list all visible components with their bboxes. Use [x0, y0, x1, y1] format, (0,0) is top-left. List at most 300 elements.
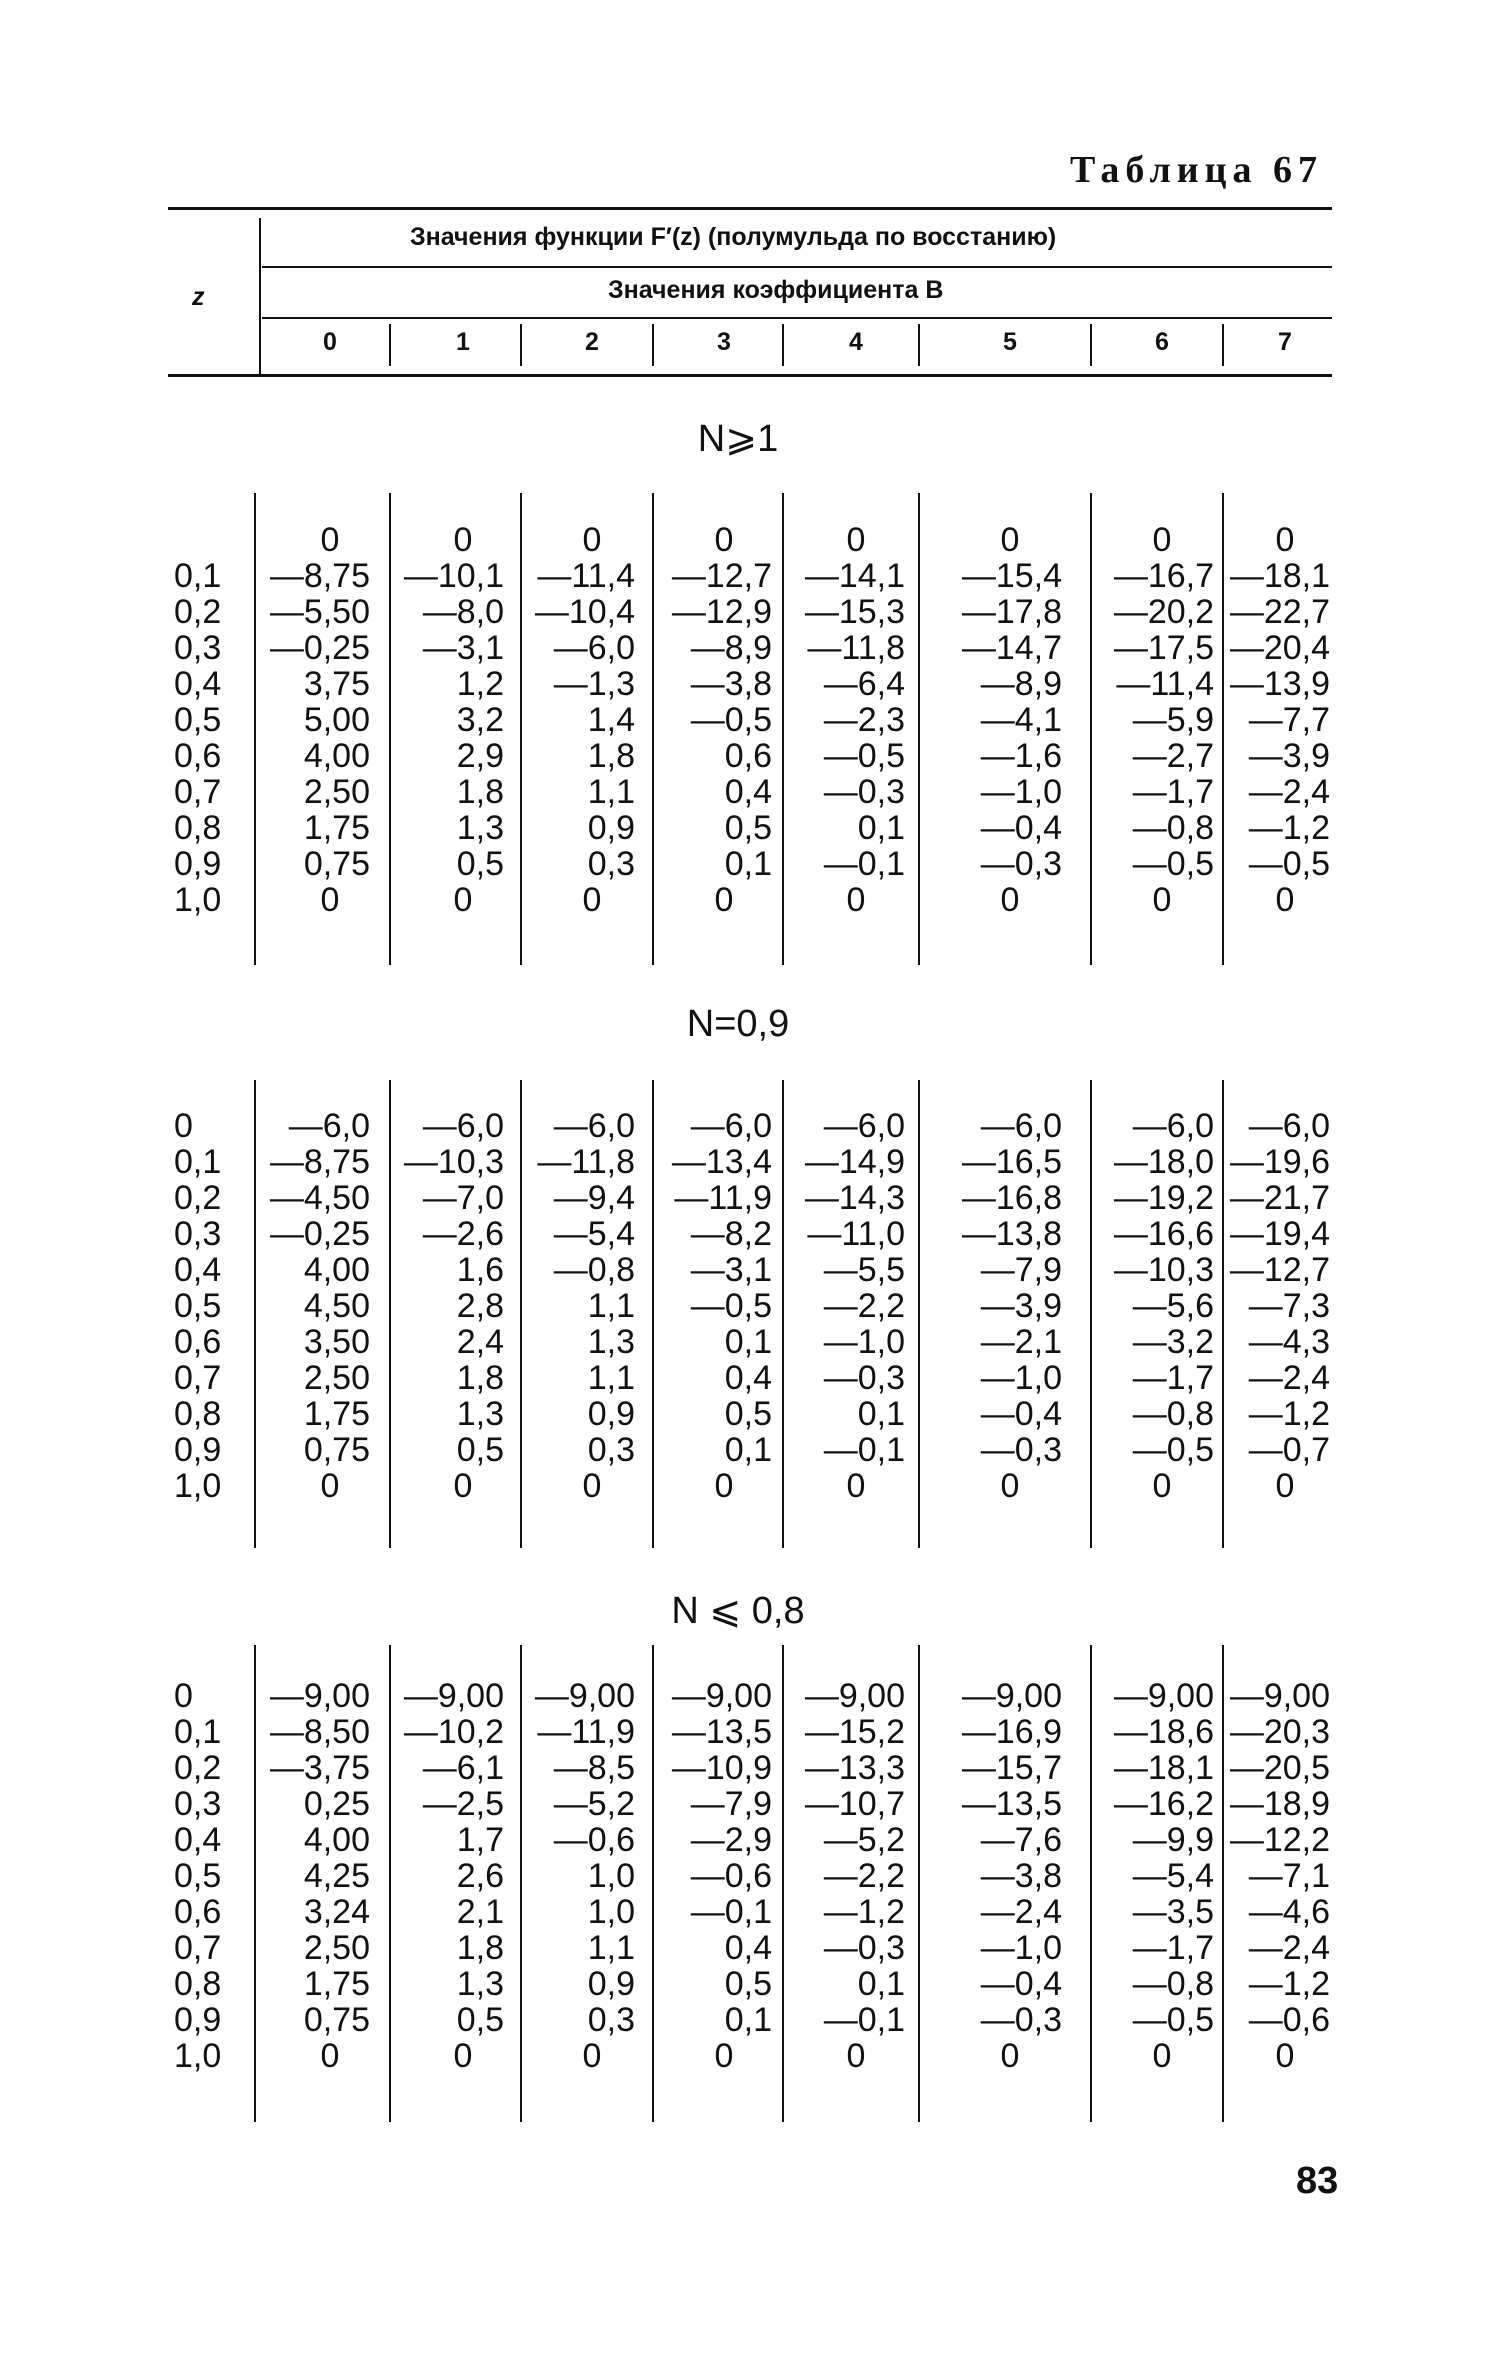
table-cell: 0,4	[724, 1929, 772, 1967]
z-column-header: z	[192, 283, 205, 311]
table-cell: —11,8	[537, 1143, 635, 1181]
table-cell: —10,7	[804, 1785, 905, 1823]
table-cell: —6,0	[980, 1107, 1062, 1145]
table-cell: —3,75	[269, 1749, 370, 1787]
header-mid-rule	[262, 266, 1332, 268]
table-cell: —2,2	[823, 1857, 905, 1895]
z-value: 1,0	[174, 2037, 222, 2075]
table-cell: —18,9	[1229, 1785, 1330, 1823]
table-cell: 0,1	[724, 845, 772, 883]
table-cell: —8,9	[690, 629, 772, 667]
table-cell: —2,3	[823, 701, 905, 739]
table-cell: 3,2	[456, 701, 504, 739]
table-cell: —16,8	[961, 1179, 1062, 1217]
table-cell: —8,75	[269, 557, 370, 595]
table-cell: 0	[1275, 521, 1295, 559]
z-value: 0,6	[174, 1893, 222, 1931]
table-cell: —3,5	[1132, 1893, 1214, 1931]
table-cell: —1,0	[980, 773, 1062, 811]
table-cell: —11,9	[537, 1713, 635, 1751]
table-cell: 0,3	[587, 1431, 635, 1469]
header-bottom-rule	[168, 374, 1332, 377]
table-cell: —2,2	[823, 1287, 905, 1325]
table-cell: —1,2	[823, 1893, 905, 1931]
table-cell: —0,25	[269, 629, 370, 667]
table-cell: —0,6	[1248, 2001, 1330, 2039]
section-title: N ⩽ 0,8	[671, 1590, 805, 1632]
table-cell: —13,4	[671, 1143, 772, 1181]
table-cell: —3,8	[690, 665, 772, 703]
table-cell: —0,5	[1132, 1431, 1214, 1469]
table-cell: 1,8	[456, 773, 504, 811]
table-cell: —6,0	[690, 1107, 772, 1145]
table-cell: 0	[1275, 1467, 1295, 1505]
table-cell: —9,00	[403, 1677, 504, 1715]
table-cell: —5,4	[1132, 1857, 1214, 1895]
table-cell: 0	[1152, 881, 1172, 919]
table-cell: 0	[320, 881, 340, 919]
z-value: 0,3	[174, 1215, 222, 1253]
table-cell: —2,4	[1248, 1929, 1330, 1967]
table-cell: —16,2	[1113, 1785, 1214, 1823]
z-value: 0	[174, 1677, 193, 1715]
table-cell: —20,4	[1229, 629, 1330, 667]
header-sub-rule	[262, 317, 1332, 319]
table-cell: —0,5	[690, 701, 772, 739]
table-cell: 0,9	[587, 1395, 635, 1433]
table-cell: 1,8	[456, 1929, 504, 1967]
table-cell: —7,9	[690, 1785, 772, 1823]
function-title: Значения функции F′(z) (полумульда по восстанию)	[410, 223, 1057, 251]
table-cell: —0,5	[1132, 845, 1214, 883]
table-cell: —8,2	[690, 1215, 772, 1253]
table-cell: —11,0	[807, 1215, 905, 1253]
table-cell: —9,00	[671, 1677, 772, 1715]
table-cell: —9,4	[553, 1179, 635, 1217]
z-value: 0,2	[174, 593, 222, 631]
table-cell: 0	[582, 2037, 602, 2075]
table-cell: —6,0	[1248, 1107, 1330, 1145]
z-value: 0,1	[174, 1143, 222, 1181]
header-top-rule	[168, 207, 1332, 210]
table-cell: —2,9	[690, 1821, 772, 1859]
table-cell: —0,8	[553, 1251, 635, 1289]
table-cell: —0,1	[823, 845, 905, 883]
column-header-2: 2	[585, 328, 599, 356]
table-cell: 0	[1000, 521, 1020, 559]
table-cell: —8,9	[980, 665, 1062, 703]
z-value: 0,8	[174, 1395, 222, 1433]
z-value: 0,7	[174, 1929, 222, 1967]
table-cell: —0,4	[980, 1965, 1062, 2003]
table-cell: —0,3	[980, 1431, 1062, 1469]
table-cell: —5,50	[269, 593, 370, 631]
table-cell: 0	[320, 2037, 340, 2075]
column-header-5: 5	[1003, 328, 1017, 356]
table-cell: —1,0	[980, 1929, 1062, 1967]
section-title: N=0,9	[686, 1003, 790, 1045]
table-cell: —5,9	[1132, 701, 1214, 739]
table-cell: —0,4	[980, 809, 1062, 847]
table-cell: —9,00	[534, 1677, 635, 1715]
table-cell: 0	[453, 1467, 473, 1505]
table-cell: —1,2	[1248, 1395, 1330, 1433]
table-cell: —0,8	[1132, 1965, 1214, 2003]
table-cell: 4,50	[303, 1287, 370, 1325]
table-cell: —16,5	[961, 1143, 1062, 1181]
table-cell: —4,6	[1248, 1893, 1330, 1931]
table-cell: —2,4	[980, 1893, 1062, 1931]
table-cell: 1,3	[587, 1323, 635, 1361]
table-cell: 3,50	[303, 1323, 370, 1361]
z-value: 0,6	[174, 1323, 222, 1361]
table-cell: 0,75	[303, 2001, 370, 2039]
table-cell: —1,7	[1132, 1359, 1214, 1397]
column-header-7: 7	[1278, 328, 1292, 356]
table-cell: —12,9	[671, 593, 772, 631]
table-cell: —0,3	[980, 2001, 1062, 2039]
table-cell: 0,5	[456, 1431, 504, 1469]
table-cell: —20,2	[1113, 593, 1214, 631]
table-cell: 0,1	[724, 1431, 772, 1469]
z-value: 0,6	[174, 737, 222, 775]
table-cell: 0,1	[857, 1395, 905, 1433]
table-cell: 0	[582, 881, 602, 919]
table-cell: 0,4	[724, 1359, 772, 1397]
table-cell: 0	[714, 1467, 734, 1505]
table-cell: —8,5	[553, 1749, 635, 1787]
table-cell: —2,7	[1132, 737, 1214, 775]
table-cell: —7,9	[980, 1251, 1062, 1289]
table-cell: —4,50	[269, 1179, 370, 1217]
page-number: 83	[1296, 2160, 1339, 2202]
table-cell: —1,0	[980, 1359, 1062, 1397]
table-cell: —3,1	[422, 629, 504, 667]
table-cell: —11,4	[1116, 665, 1214, 703]
table-cell: —0,6	[553, 1821, 635, 1859]
table-cell: —18,1	[1113, 1749, 1214, 1787]
table-cell: —11,9	[674, 1179, 772, 1217]
table-cell: —5,2	[553, 1785, 635, 1823]
column-header-4: 4	[849, 328, 863, 356]
table-cell: 0	[453, 881, 473, 919]
table-cell: —10,4	[534, 593, 635, 631]
table-cell: —7,0	[422, 1179, 504, 1217]
table-cell: —0,5	[823, 737, 905, 775]
z-value: 0,1	[174, 557, 222, 595]
table-cell: —16,7	[1113, 557, 1214, 595]
z-value: 1,0	[174, 881, 222, 919]
table-cell: 0,25	[303, 1785, 370, 1823]
table-cell: —14,3	[804, 1179, 905, 1217]
z-value: 0,8	[174, 809, 222, 847]
table-cell: 1,75	[303, 1395, 370, 1433]
table-cell: —15,2	[804, 1713, 905, 1751]
table-cell: —1,3	[553, 665, 635, 703]
table-cell: 0	[714, 521, 734, 559]
z-value: 0,7	[174, 773, 222, 811]
table-cell: —18,1	[1229, 557, 1330, 595]
table-cell: —13,5	[671, 1713, 772, 1751]
table-cell: —5,4	[553, 1215, 635, 1253]
table-cell: 0,9	[587, 809, 635, 847]
z-value: 0,9	[174, 845, 222, 883]
table-cell: 0	[846, 521, 866, 559]
header-column-divider	[1090, 324, 1092, 366]
table-cell: 2,50	[303, 773, 370, 811]
column-header-3: 3	[717, 328, 731, 356]
table-cell: 0,4	[724, 773, 772, 811]
table-cell: —0,1	[823, 1431, 905, 1469]
table-cell: 4,25	[303, 1857, 370, 1895]
table-cell: —12,7	[671, 557, 772, 595]
z-value: 1,0	[174, 1467, 222, 1505]
table-cell: 0,5	[724, 1965, 772, 2003]
table-cell: —9,00	[961, 1677, 1062, 1715]
table-cell: —3,9	[1248, 737, 1330, 775]
header-column-divider	[520, 324, 522, 366]
table-cell: 0,5	[724, 1395, 772, 1433]
table-cell: —1,7	[1132, 1929, 1214, 1967]
table-cell: 4,00	[303, 1821, 370, 1859]
table-cell: —14,7	[961, 629, 1062, 667]
table-cell: —13,8	[961, 1215, 1062, 1253]
table-cell: —0,3	[823, 773, 905, 811]
table-cell: 0	[846, 881, 866, 919]
table-cell: —6,1	[422, 1749, 504, 1787]
table-cell: —16,6	[1113, 1215, 1214, 1253]
table-cell: 0	[1152, 521, 1172, 559]
table-cell: 1,75	[303, 809, 370, 847]
table-cell: 1,8	[456, 1359, 504, 1397]
table-cell: —15,3	[804, 593, 905, 631]
table-cell: —13,3	[804, 1749, 905, 1787]
table-cell: —20,3	[1229, 1713, 1330, 1751]
z-value: 0,8	[174, 1965, 222, 2003]
table-cell: 0,5	[724, 809, 772, 847]
table-cell: 1,1	[587, 1287, 635, 1325]
table-cell: —9,9	[1132, 1821, 1214, 1859]
table-cell: 0,3	[587, 2001, 635, 2039]
table-cell: 0	[846, 2037, 866, 2075]
z-value: 0,5	[174, 1287, 222, 1325]
table-cell: —2,1	[980, 1323, 1062, 1361]
table-cell: 0	[1152, 1467, 1172, 1505]
z-value: 0	[174, 1107, 193, 1145]
table-cell: —1,2	[1248, 1965, 1330, 2003]
z-value: 0,5	[174, 1857, 222, 1895]
table-cell: 5,00	[303, 701, 370, 739]
table-cell: —20,5	[1229, 1749, 1330, 1787]
table-cell: 0,3	[587, 845, 635, 883]
table-cell: —9,00	[1113, 1677, 1214, 1715]
table-cell: —4,3	[1248, 1323, 1330, 1361]
table-cell: 4,00	[303, 737, 370, 775]
header-z-divider	[259, 218, 261, 374]
table-cell: 1,1	[587, 1359, 635, 1397]
table-cell: 0,1	[857, 1965, 905, 2003]
table-cell: 0	[714, 2037, 734, 2075]
table-cell: —10,2	[403, 1713, 504, 1751]
table-cell: —22,7	[1229, 593, 1330, 631]
table-cell: —0,25	[269, 1215, 370, 1253]
table-cell: 3,24	[303, 1893, 370, 1931]
table-cell: —2,5	[422, 1785, 504, 1823]
table-cell: 0	[1152, 2037, 1172, 2075]
table-cell: 0	[1000, 881, 1020, 919]
table-cell: —7,1	[1248, 1857, 1330, 1895]
table-cell: —1,2	[1248, 809, 1330, 847]
z-value: 0,5	[174, 701, 222, 739]
z-value: 0,2	[174, 1749, 222, 1787]
table-cell: —10,3	[1113, 1251, 1214, 1289]
table-cell: —5,2	[823, 1821, 905, 1859]
z-value: 0,4	[174, 1821, 222, 1859]
table-cell: —12,7	[1229, 1251, 1330, 1289]
table-cell: 0,75	[303, 1431, 370, 1469]
table-cell: —18,0	[1113, 1143, 1214, 1181]
table-cell: —0,1	[690, 1893, 772, 1931]
column-header-0: 0	[323, 328, 337, 356]
table-cell: —11,8	[807, 629, 905, 667]
table-cell: —12,2	[1229, 1821, 1330, 1859]
header-column-divider	[389, 324, 391, 366]
table-cell: 1,6	[456, 1251, 504, 1289]
table-cell: —19,6	[1229, 1143, 1330, 1181]
table-cell: 0,1	[724, 1323, 772, 1361]
table-cell: —0,3	[823, 1929, 905, 1967]
table-cell: 0,9	[587, 1965, 635, 2003]
table-cell: 0,1	[857, 809, 905, 847]
table-cell: 0,5	[456, 845, 504, 883]
table-cell: 2,8	[456, 1287, 504, 1325]
table-cell: —7,6	[980, 1821, 1062, 1859]
table-cell: 0	[1000, 2037, 1020, 2075]
table-cell: 0,6	[724, 737, 772, 775]
table-cell: —15,7	[961, 1749, 1062, 1787]
table-cell: —2,4	[1248, 1359, 1330, 1397]
table-cell: —13,9	[1229, 665, 1330, 703]
table-cell: —0,5	[1248, 845, 1330, 883]
table-cell: —2,6	[422, 1215, 504, 1253]
table-cell: —0,5	[1132, 2001, 1214, 2039]
table-cell: —6,0	[288, 1107, 370, 1145]
table-cell: —3,8	[980, 1857, 1062, 1895]
table-cell: 0	[320, 521, 340, 559]
table-cell: 0	[582, 1467, 602, 1505]
table-cell: —6,0	[1132, 1107, 1214, 1145]
table-cell: —9,00	[1229, 1677, 1330, 1715]
table-cell: 3,75	[303, 665, 370, 703]
table-cell: —1,7	[1132, 773, 1214, 811]
table-cell: —10,1	[403, 557, 504, 595]
table-cell: 1,0	[587, 1857, 635, 1895]
table-cell: 2,50	[303, 1929, 370, 1967]
table-cell: 0	[453, 2037, 473, 2075]
table-cell: 1,1	[587, 773, 635, 811]
header-column-divider	[918, 324, 920, 366]
table-cell: 4,00	[303, 1251, 370, 1289]
table-cell: —5,6	[1132, 1287, 1214, 1325]
table-cell: 0,1	[724, 2001, 772, 2039]
table-cell: —4,1	[980, 701, 1062, 739]
table-cell: —13,5	[961, 1785, 1062, 1823]
table-cell: 2,6	[456, 1857, 504, 1895]
table-cell: 0	[1275, 2037, 1295, 2075]
column-header-1: 1	[456, 328, 470, 356]
table-cell: 1,3	[456, 1965, 504, 2003]
table-cell: —9,00	[269, 1677, 370, 1715]
z-value: 0,3	[174, 629, 222, 667]
table-cell: —6,0	[553, 1107, 635, 1145]
column-header-6: 6	[1155, 328, 1169, 356]
table-cell: 0	[1275, 881, 1295, 919]
table-cell: —0,7	[1248, 1431, 1330, 1469]
table-cell: 1,4	[587, 701, 635, 739]
table-cell: —19,2	[1113, 1179, 1214, 1217]
table-cell: 1,0	[587, 1893, 635, 1931]
table-cell: 1,8	[587, 737, 635, 775]
table-cell: —8,50	[269, 1713, 370, 1751]
table-cell: —3,9	[980, 1287, 1062, 1325]
table-cell: —6,0	[823, 1107, 905, 1145]
table-cell: —14,1	[804, 557, 905, 595]
table-cell: 2,9	[456, 737, 504, 775]
table-cell: —1,0	[823, 1323, 905, 1361]
section-title: N⩾1	[697, 418, 779, 460]
z-value: 0,9	[174, 1431, 222, 1469]
z-value: 0,4	[174, 665, 222, 703]
table-cell: 0	[582, 521, 602, 559]
table-cell: 1,2	[456, 665, 504, 703]
table-cell: —21,7	[1229, 1179, 1330, 1217]
table-cell: 0	[453, 521, 473, 559]
table-cell: —0,1	[823, 2001, 905, 2039]
header-column-divider	[782, 324, 784, 366]
table-cell: —0,8	[1132, 1395, 1214, 1433]
table-cell: 2,1	[456, 1893, 504, 1931]
table-cell: —7,3	[1248, 1287, 1330, 1325]
table-cell: —18,6	[1113, 1713, 1214, 1751]
table-cell: —19,4	[1229, 1215, 1330, 1253]
table-cell: —0,5	[690, 1287, 772, 1325]
table-caption: Таблица 67	[1070, 149, 1324, 191]
table-cell: —6,0	[553, 629, 635, 667]
table-cell: —11,4	[537, 557, 635, 595]
table-cell: 1,1	[587, 1929, 635, 1967]
table-cell: —0,3	[980, 845, 1062, 883]
table-cell: 0	[1000, 1467, 1020, 1505]
table-cell: —6,4	[823, 665, 905, 703]
table-cell: 1,3	[456, 809, 504, 847]
table-cell: 1,75	[303, 1965, 370, 2003]
table-cell: —14,9	[804, 1143, 905, 1181]
table-cell: —1,6	[980, 737, 1062, 775]
table-cell: —8,75	[269, 1143, 370, 1181]
table-cell: —3,2	[1132, 1323, 1214, 1361]
table-cell: —3,1	[690, 1251, 772, 1289]
table-cell: —5,5	[823, 1251, 905, 1289]
table-cell: —0,6	[690, 1857, 772, 1895]
table-cell: —10,9	[671, 1749, 772, 1787]
table-cell: 0,5	[456, 2001, 504, 2039]
table-cell: —0,8	[1132, 809, 1214, 847]
table-cell: —15,4	[961, 557, 1062, 595]
table-cell: 0,75	[303, 845, 370, 883]
z-value: 0,2	[174, 1179, 222, 1217]
table-cell: —0,4	[980, 1395, 1062, 1433]
table-cell: 0	[846, 1467, 866, 1505]
